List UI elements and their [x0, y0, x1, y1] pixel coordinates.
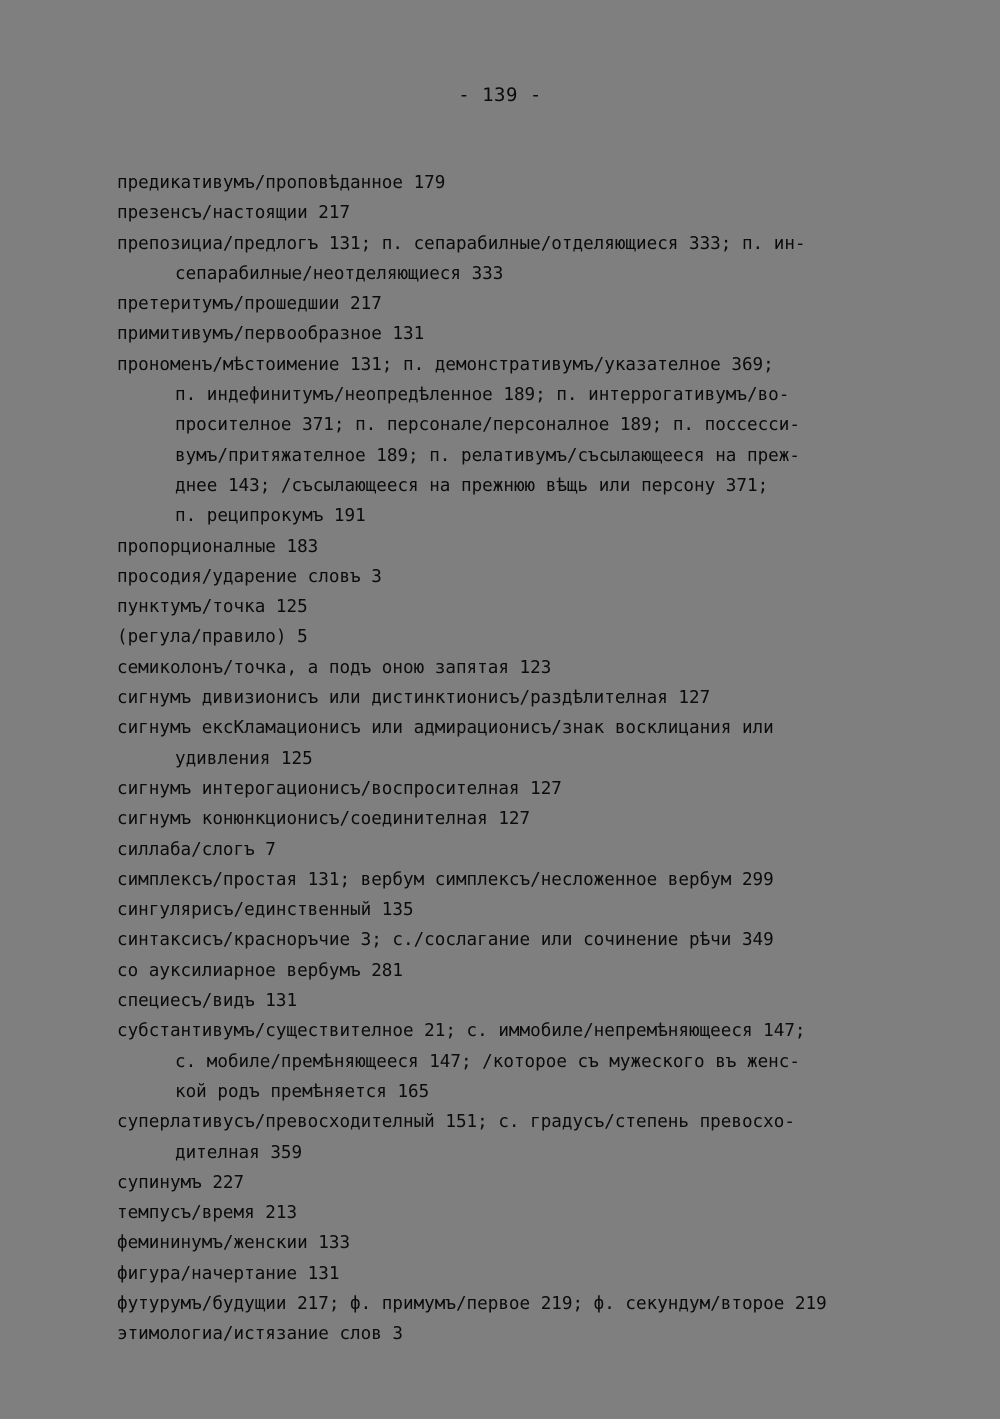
index-entry-line: этимологиа/истязание слов 3: [117, 1324, 403, 1345]
index-entry-line: просодия/ударение словъ 3: [117, 566, 382, 587]
index-entry-line: претеритумъ/прошедшии 217: [117, 294, 382, 315]
index-entry-line: пропорционалные 183: [117, 536, 319, 557]
index-entry-line: примитивумъ/первообразное 131: [117, 324, 425, 345]
index-entry-line: силлаба/слогъ 7: [117, 839, 276, 860]
index-entry-line: презенсъ/настоящии 217: [117, 203, 351, 224]
index-entry-continuation: п. индефинитумъ/неопредѣленное 189; п. интеррогативумъ/во-: [175, 385, 790, 406]
index-entry-continuation: просителное 371; п. персонале/персоналное 189; п. поссесси-: [175, 415, 800, 436]
index-entry-line: синтаксисъ/красноръчие 3; с./сослагание или сочинение рѣчи 349: [117, 930, 774, 951]
index-entry-continuation: сепарабилные/неотделяющиеся 333: [175, 263, 504, 284]
index-entry-line: субстантивумъ/существителное 21; с. иммобиле/непремѣняющееся 147;: [117, 1021, 806, 1042]
index-entry-continuation: удивления 125: [175, 748, 313, 769]
index-entry-line: препозициа/предлогъ 131; п. сепарабилные/отделяющиеся 333; п. ин-: [117, 233, 806, 254]
index-entry-line: сигнумъ конюнкционисъ/соединителная 127: [117, 809, 531, 830]
index-entry-line: фигура/начертание 131: [117, 1263, 340, 1284]
index-entry-continuation: п. реципрокумъ 191: [175, 506, 366, 527]
index-entry-continuation: вумъ/притяжателное 189; п. релативумъ/съсылающееся на преж-: [175, 445, 800, 466]
index-entries: [117, 168, 917, 1350]
index-entry-line: пунктумъ/точка 125: [117, 597, 308, 618]
index-entry-line: сигнумъ ексКламационисъ или адмирационисъ/знак восклицания или: [117, 718, 774, 739]
index-entry-line: фемининумъ/женскии 133: [117, 1233, 351, 1254]
index-entry-line: специесъ/видъ 131: [117, 991, 298, 1012]
page-number: - 139 -: [458, 84, 542, 106]
index-entry-line: прономенъ/мѣстоимение 131; п. демонстративумъ/указателное 369;: [117, 354, 774, 375]
index-entry-line: симплексъ/простая 131; вербум симплексъ/несложенное вербум 299: [117, 869, 774, 890]
index-entry-continuation: кой родъ премѣняется 165: [175, 1081, 430, 1102]
index-entry-line: суперлативусъ/превосходителный 151; с. градусъ/степень превосхо-: [117, 1112, 795, 1133]
index-entry-continuation: днее 143; /съсылающееся на прежнюю вѣщь или персону 371;: [175, 475, 769, 496]
index-entry-line: сигнумъ интерогационисъ/воспросителная 127: [117, 778, 562, 799]
index-entry-line: темпусъ/время 213: [117, 1203, 298, 1224]
index-entry-line: со ауксилиарное вербумъ 281: [117, 960, 403, 981]
index-entry-line: сигнумъ дивизионисъ или дистинктионисъ/раздѣлителная 127: [117, 688, 711, 709]
index-entry-line: (регула/правило) 5: [117, 627, 308, 648]
index-entry-line: семиколонъ/точка, а подъ оною запятая 123: [117, 657, 552, 678]
index-entry-line: сингулярисъ/единственный 135: [117, 900, 414, 921]
index-entry-line: предикативумъ/проповѣданное 179: [117, 173, 446, 193]
index-entry-line: супинумъ 227: [117, 1172, 245, 1193]
index-entry-continuation: дителная 359: [175, 1142, 303, 1163]
index-entry-continuation: с. мобиле/премѣняющееся 147; /которое съ мужеского въ женс-: [175, 1051, 800, 1072]
index-entry-line: футурумъ/будущии 217; ф. примумъ/первое 219; ф. секундум/второе 219: [117, 1293, 827, 1314]
